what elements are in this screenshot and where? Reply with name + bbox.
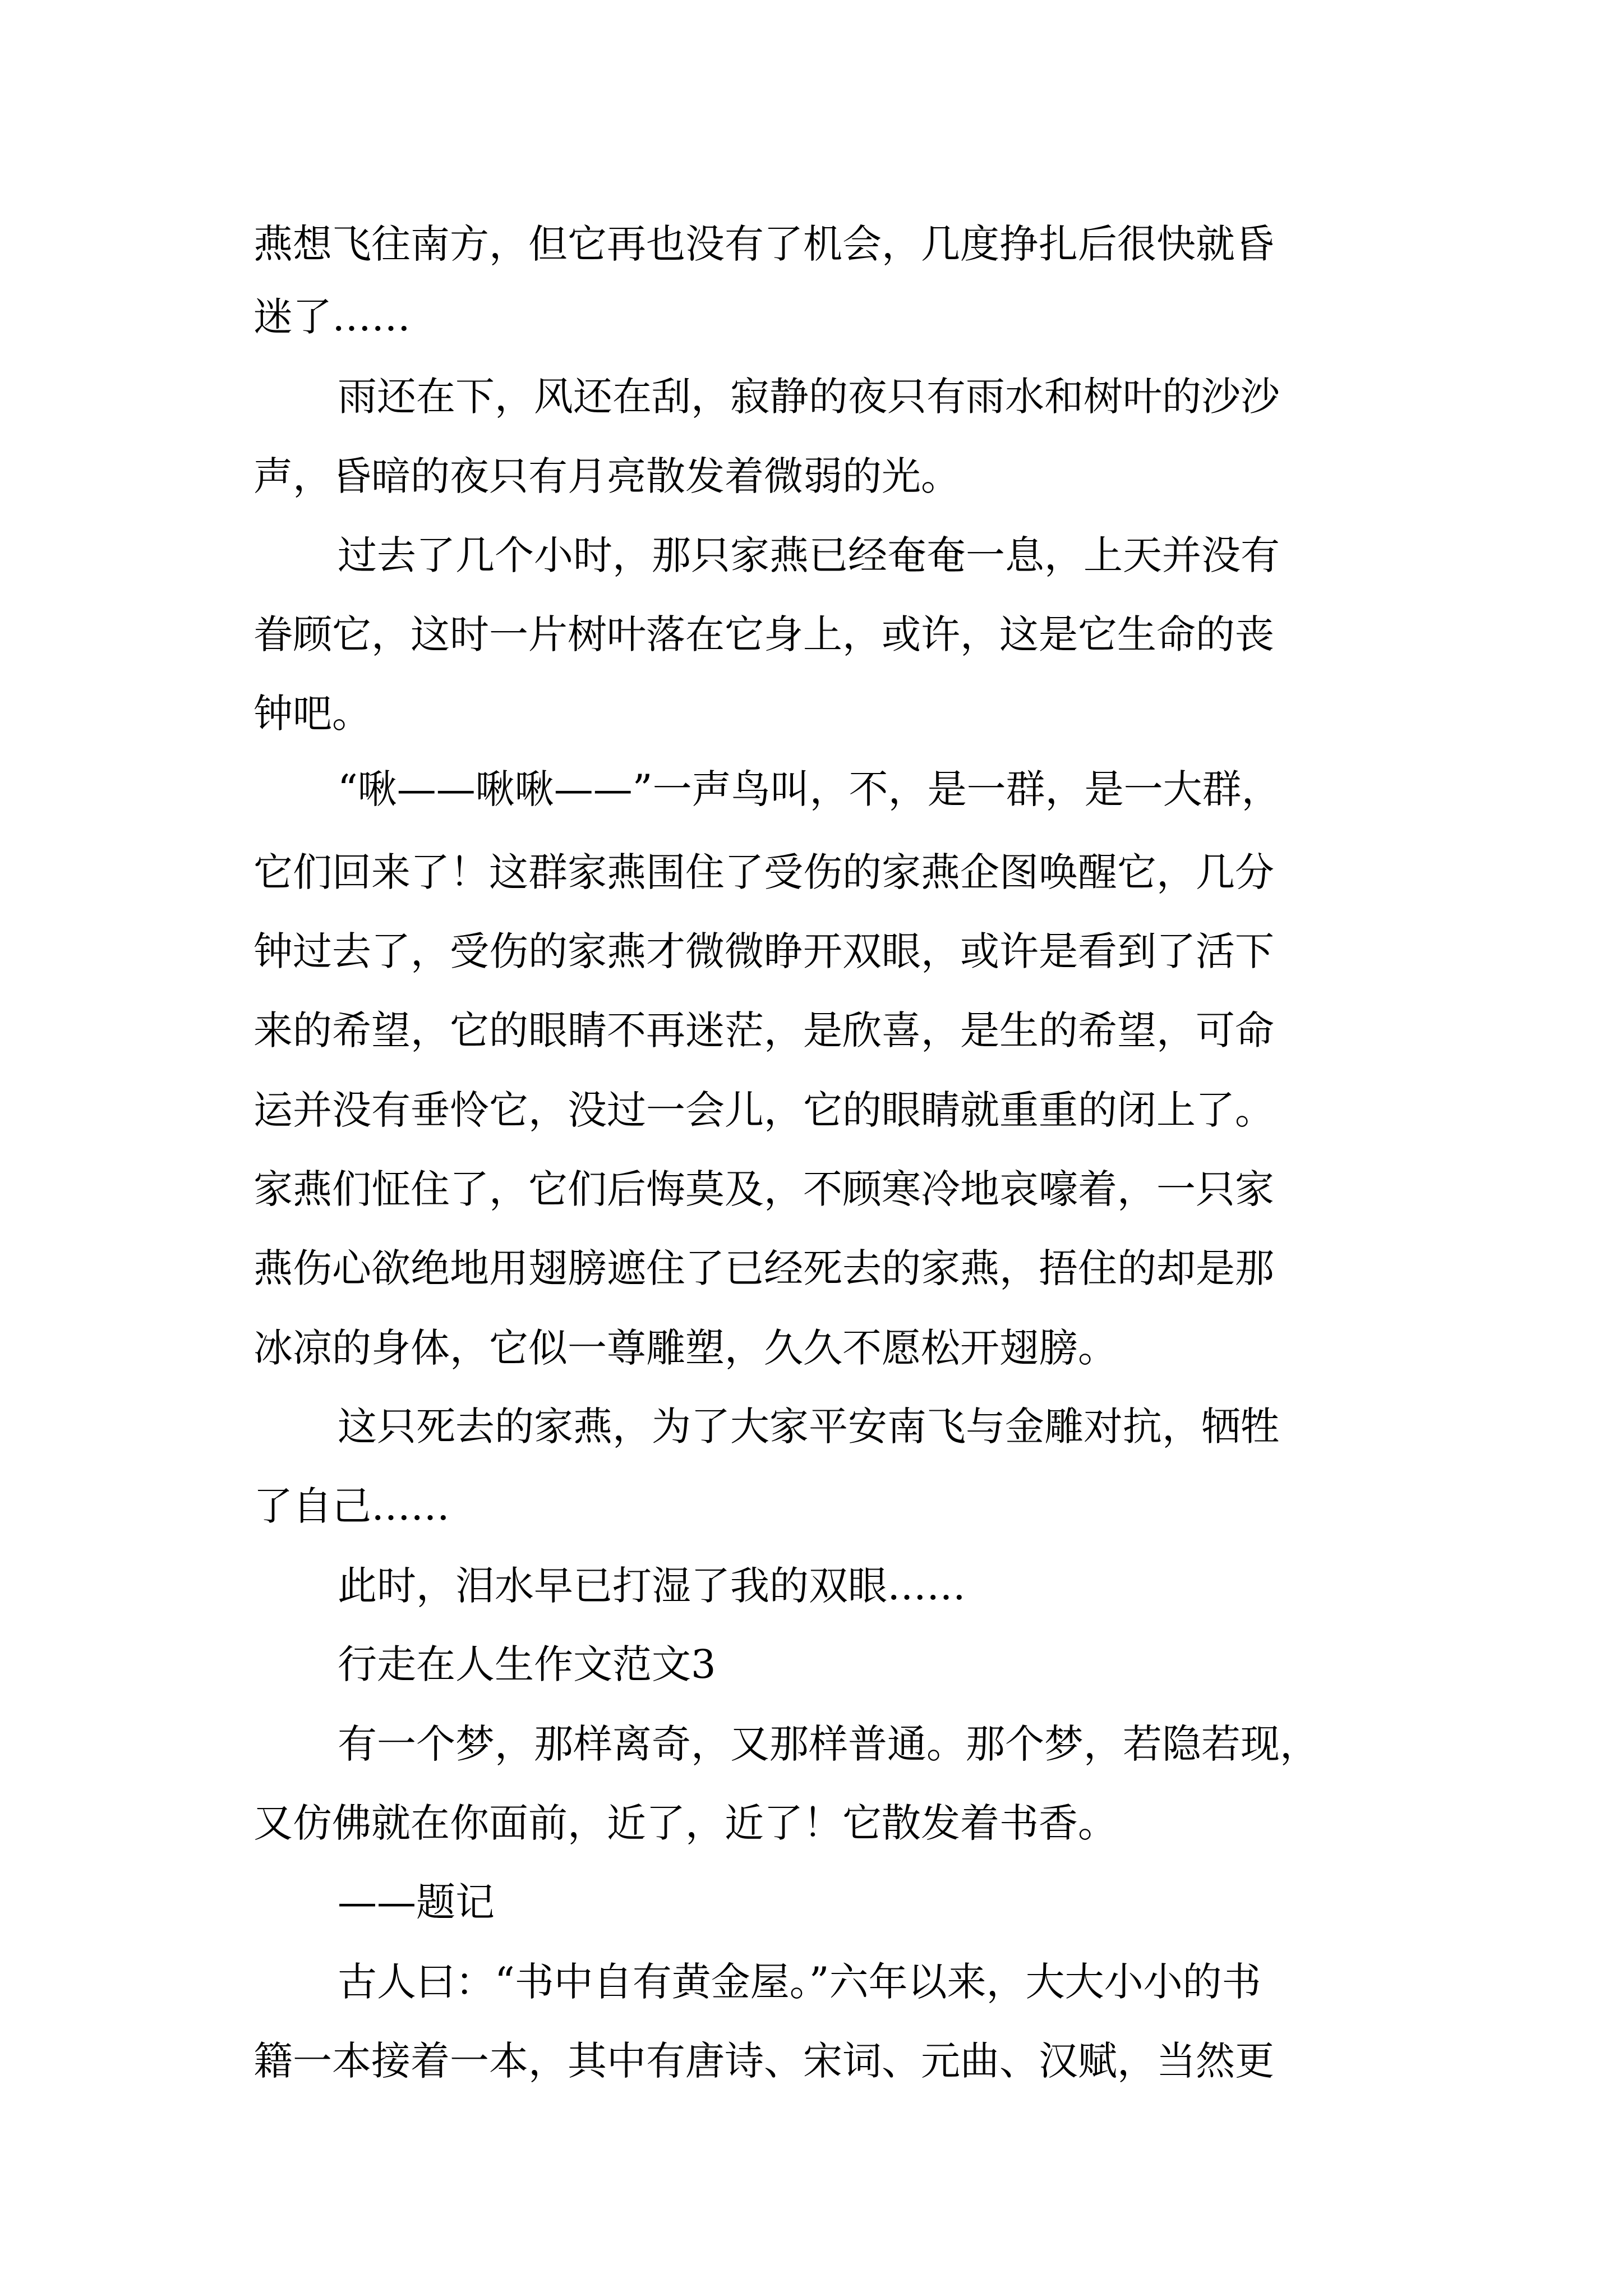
text-line: 它们回来了！这群家燕围住了受伤的家燕企图唤醒它，几分 bbox=[253, 849, 1274, 895]
text-line: 这只死去的家燕，为了大家平安南飞与金雕对抗，牺牲 bbox=[338, 1404, 1280, 1450]
text-line: 声，昏暗的夜只有月亮散发着微弱的光。 bbox=[253, 453, 960, 499]
text-line: 眷顾它，这时一片树叶落在它身上，或许，这是它生命的丧 bbox=[253, 611, 1274, 657]
text-line: 古人曰：“书中自有黄金屋。”六年以来，大大小小的书 bbox=[338, 1959, 1261, 2005]
text-line: 此时，泪水早已打湿了我的双眼…… bbox=[338, 1563, 966, 1609]
text-line: 冰凉的身体，它似一尊雕塑，久久不愿松开翅膀。 bbox=[253, 1325, 1117, 1371]
text-line: 来的希望，它的眼睛不再迷茫，是欣喜，是生的希望，可命 bbox=[253, 1007, 1274, 1053]
text-line: 燕伤心欲绝地用翅膀遮住了已经死去的家燕，捂住的却是那 bbox=[253, 1245, 1274, 1291]
text-line: 雨还在下，风还在刮，寂静的夜只有雨水和树叶的沙沙 bbox=[338, 374, 1280, 420]
text-line: 家燕们怔住了，它们后悔莫及，不顾寒冷地哀嚎着，一只家 bbox=[253, 1166, 1274, 1212]
text-line: 又仿佛就在你面前，近了，近了！它散发着书香。 bbox=[253, 1800, 1117, 1846]
text-line: 迷了…… bbox=[253, 294, 411, 340]
text-line: 了自己…… bbox=[253, 1483, 450, 1529]
text-line: 运并没有垂怜它，没过一会儿，它的眼睛就重重的闭上了。 bbox=[253, 1087, 1274, 1133]
text-line: 籍一本接着一本，其中有唐诗、宋词、元曲、汉赋，当然更 bbox=[253, 2038, 1274, 2084]
text-line: “啾——啾啾——”一声鸟叫，不，是一群，是一大群， bbox=[338, 766, 1281, 812]
text-line: 燕想飞往南方，但它再也没有了机会，几度挣扎后很快就昏 bbox=[253, 221, 1274, 267]
epigraph-attribution: ——题记 bbox=[338, 1879, 495, 1925]
text-line: 钟吧。 bbox=[253, 691, 371, 737]
text-line: 钟过去了，受伤的家燕才微微睁开双眼，或许是看到了活下 bbox=[253, 928, 1274, 974]
section-heading: 行走在人生作文范文3 bbox=[338, 1641, 716, 1687]
text-line: 有一个梦，那样离奇，又那样普通。那个梦，若隐若现， bbox=[338, 1721, 1319, 1767]
text-line: 过去了几个小时，那只家燕已经奄奄一息，上天并没有 bbox=[338, 532, 1280, 578]
